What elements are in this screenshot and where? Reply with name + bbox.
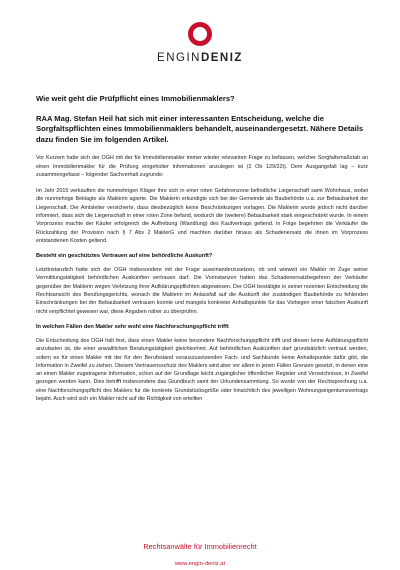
subheading-trust: Besteht ein geschütztes Vertrauen auf eine behördliche Auskunft? bbox=[36, 253, 213, 260]
logo-engin: ENGIN bbox=[157, 52, 201, 64]
article-lead: RAA Mag. Stefan Heil hat sich mit einer interessanten Entscheidung, welche die Sorgfaltspflichten eines Immobilienmaklers behandelt, auseinandergesetzt. Nähere Details dazu finden Sie im folgenden Artikel. bbox=[36, 114, 364, 144]
article-title: Wie weit geht die Prüfpflicht eines Immobilienmaklers? bbox=[36, 94, 235, 103]
page-footer bbox=[0, 542, 400, 570]
logo-ring-icon bbox=[188, 22, 212, 46]
footer-website-link[interactable]: www.engin-deniz.at bbox=[174, 561, 226, 567]
brand-logo bbox=[0, 22, 400, 64]
article-body bbox=[36, 94, 368, 411]
subheading-duty: In welchen Fällen den Makler sehr wohl eine Nachforschungspflicht trifft bbox=[36, 323, 229, 330]
logo-wordmark bbox=[0, 52, 400, 64]
paragraph-facts: Im Jahr 2015 verkauften die nunmehrigen Kläger ihre sich in einer roten Gefahrenzone befindliche Liegenschaft samt Wohnhaus, wobei die nunmehrige Beklagte als Maklerin agierte. Die Maklerin erkundigte sich bei der Gemeinde als Baubehörde u.a. zur Bebaubarkeit der Liegenschaft. Der Amtsleiter versicherte, dass diesbezüglich keine Beschränkungen vorlagen. Die Maklerin wurde jedoch nicht darüber informiert, dass sich die Liegenschaft in einer roten Zone befand, wodurch die (weitere) Bebaubarkeit stark eingeschränkt wurde. In einem Vorprozess machte der Käufer erfolgreich die Aufhebung (Wandlung) des Kaufvertrags geltend. In Folge begehrten die Verkäufer die Rückzahlung der Provision nach § 7 Abs 2 MaklerG und machten darüber hinaus als Schadenersatz die ihnen im Vorprozess entstandenen Kosten geltend. bbox=[36, 188, 368, 244]
paragraph-trust: Letztinstanzlich hatte sich der OGH insbesondere mit der Frage auseinanderzusetzen, ob und wieweit ein Makler im Zuge seiner Vermittlungstätigkeit behördlichen Auskünften vertrauen darf. Die Vorinstanzen hatten das Schadenersatzbegehren der Verkäufer gegenüber der Maklerin wegen Verletzung ihrer Aufklärungspflichten abgewiesen. Der OGH bestätigte in seiner rezenten Entscheidung die Rechtsansicht des Berufungsgerichts, wonach die Maklerin im Anlassfall auf die Auskunft der zuständigen Baubehörde zu fehlenden Einschränkungen bei der Bebaubarkeit vertrauen konnte und mangels konkreter Anhaltspunkte für das Vorliegen einer falschen Auskunft nicht verpflichtet gewesen war, diese Angaben näher zu überprüfen. bbox=[36, 267, 368, 315]
paragraph-intro: Vor Kurzem hatte sich der OGH mit der für Immobilienmakler immer wieder relevanten Frage zu befassen, welcher Sorgfaltsmaßstab an einen Immobilienmakler für die Prüfung eingeholter Informationen anzulegen ist (2 Ob 129/22t). Dem Ausgangsfall lag – kurz zusammengefasst – folgender Sachverhalt zugrunde: bbox=[36, 155, 368, 178]
paragraph-duty: Die Entscheidung des OGH hält fest, dass einen Makler keine besondere Nachforschungspflicht trifft und diesen keine Aufklärungspflicht anzulasten ist, die einer anwaltlichen Beratungstätigkeit gleichkommt. Auf behördlichen Auskünften darf grundsätzlich vertraut werden, sofern es für einen Makler mit der für den Berufsstand vorauszusetzenden Fach- und Sachkunde keine Anhaltspunkte dafür gibt, die Information in Zweifel zu ziehen. Diesem Vertrauensschutz des Maklers wird aber vor allem in jenen Fällen Grenzen gesetzt, in denen eine an einen Makler zugetragene Information, schon auf der Grundlage leicht zugänglicher öffentlicher Register und Verzeichnisse, in Zweifel gezogen werden kann. Dies betrifft insbesondere das Grundbuch samt der Urkundensammlung. So wurde von der Rechtsprechung u.a. eine Nachforschungspflicht des Maklers für die konkrete Grundstücksgröße oder hinsichtlich des jeweiligen Wohnungseigentumsvertrags bejaht. Auch wird sich ein Makler nicht auf die Richtigkeit von erteilten bbox=[36, 337, 368, 403]
logo-deniz: DENIZ bbox=[200, 52, 243, 64]
footer-tagline: Rechtsanwälte für Immobilienrecht bbox=[143, 542, 257, 551]
